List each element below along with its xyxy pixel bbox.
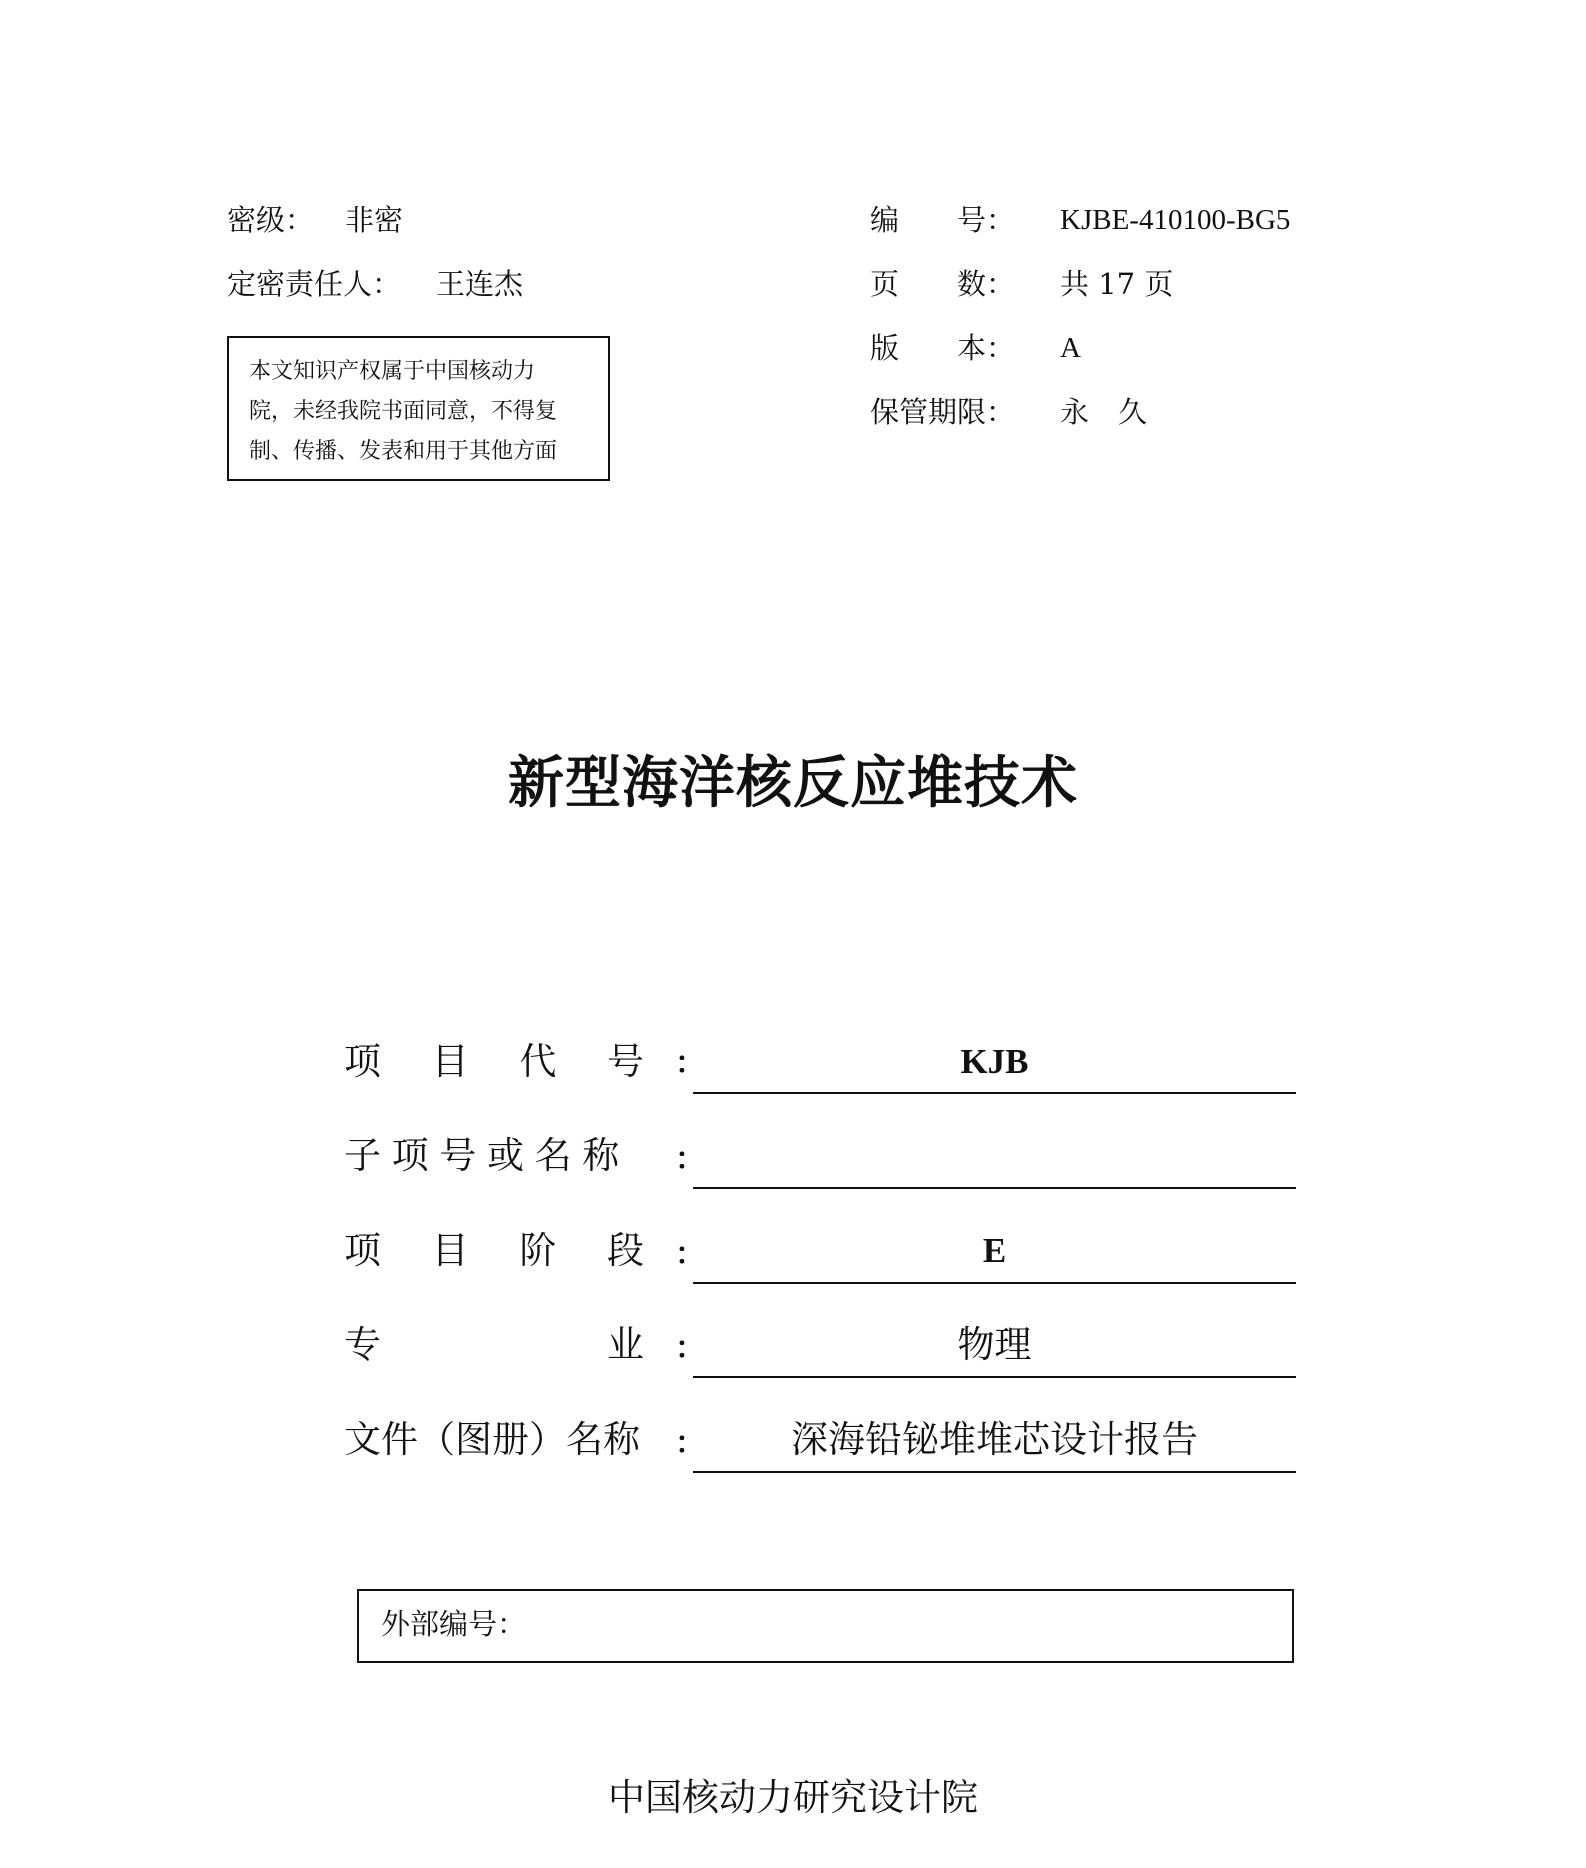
document-title: 新型海洋核反应堆技术 xyxy=(508,751,1078,816)
ip-notice-box xyxy=(227,336,610,481)
label-char: 项 xyxy=(344,1229,381,1272)
label-char: 称 xyxy=(582,1134,620,1177)
field-underline xyxy=(693,1282,1296,1284)
field-colon: ： xyxy=(675,1142,705,1177)
version-label: 版 本： xyxy=(870,331,1016,365)
version-value: A xyxy=(1060,332,1081,364)
field-value-project-code: KJB xyxy=(960,1042,1029,1081)
ip-notice-line: 院，未经我院书面同意，不得复 xyxy=(249,399,558,424)
field-colon: ： xyxy=(675,1237,705,1272)
classification-value: 非密 xyxy=(345,203,404,237)
pages-label: 页 数： xyxy=(870,267,1016,301)
ip-notice-line: 制、传播、发表和用于其他方面 xyxy=(249,439,558,464)
label-char: 阶 xyxy=(519,1229,557,1272)
label-char: 或 xyxy=(486,1134,524,1177)
classification-label: 密级： xyxy=(227,203,315,237)
code-value: KJBE-410100-BG5 xyxy=(1060,204,1291,236)
label-char: 项 xyxy=(391,1134,429,1177)
label-char: 号 xyxy=(606,1040,644,1083)
label-char: 子 xyxy=(344,1134,381,1177)
external-code-box xyxy=(357,1589,1294,1663)
field-colon: ： xyxy=(675,1331,705,1366)
field-label-discipline xyxy=(344,1323,644,1367)
field-underline xyxy=(693,1187,1296,1189)
ip-notice-line: 本文知识产权属于中国核动力 xyxy=(249,359,536,384)
field-colon: ： xyxy=(675,1426,705,1461)
field-value-project-stage: E xyxy=(982,1231,1007,1270)
label-char: 目 xyxy=(431,1040,469,1083)
label-char: 项 xyxy=(344,1040,381,1083)
field-value-discipline: 物理 xyxy=(957,1323,1032,1366)
institute-name: 中国核动力研究设计院 xyxy=(608,1776,978,1819)
external-code-label: 外部编号： xyxy=(381,1607,527,1641)
field-underline xyxy=(693,1471,1296,1473)
label-char: 专 xyxy=(344,1323,381,1366)
pages-value: 共 17 页 xyxy=(1060,267,1174,301)
label-char: 目 xyxy=(431,1229,469,1272)
label-char: 名 xyxy=(534,1134,572,1177)
retention-label: 保管期限： xyxy=(870,395,1016,429)
label-char: 代 xyxy=(519,1040,557,1083)
field-label-project-stage xyxy=(344,1229,644,1273)
field-colon: ： xyxy=(675,1046,705,1081)
label-char: 文件（图册）名称 xyxy=(344,1418,640,1461)
field-underline xyxy=(693,1092,1296,1094)
label-spacer xyxy=(630,1134,644,1178)
field-label-subitem xyxy=(344,1134,644,1178)
field-label-document-name xyxy=(344,1418,644,1462)
label-char: 号 xyxy=(439,1134,477,1177)
label-char: 业 xyxy=(607,1323,644,1366)
code-label: 编 号： xyxy=(870,203,1016,237)
field-value-document-name: 深海铅铋堆堆芯设计报告 xyxy=(791,1418,1198,1461)
responsible-value: 王连杰 xyxy=(436,267,524,301)
field-underline xyxy=(693,1376,1296,1378)
responsible-label: 定密责任人： xyxy=(227,267,402,301)
retention-value: 永 久 xyxy=(1060,395,1148,429)
field-label-project-code xyxy=(344,1040,644,1084)
label-char: 段 xyxy=(606,1229,644,1272)
